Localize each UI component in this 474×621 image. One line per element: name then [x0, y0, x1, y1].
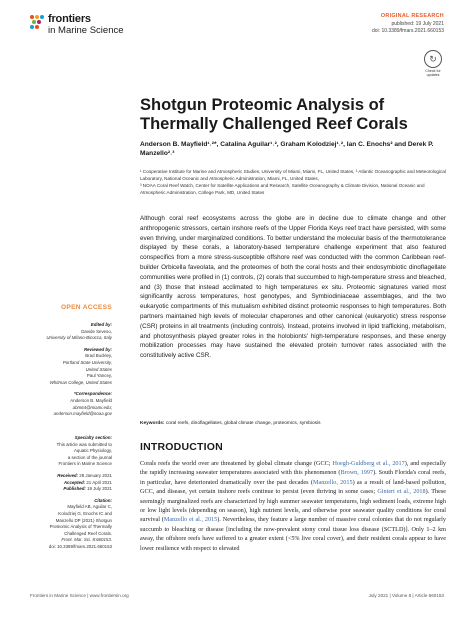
intro-text: ), and especially the rapidly increasing seawater temperatures associated with this phenomenon (: [140, 460, 447, 477]
keywords-label: Keywords:: [140, 421, 165, 426]
open-access-badge: OPEN ACCESS: [60, 304, 112, 311]
correspondence-email[interactable]: abm64@miami.edu;: [72, 404, 112, 410]
specialty-line: Aquatic Physiology,: [74, 448, 112, 454]
received-date: [30, 473, 112, 480]
logo-name: frontiers: [48, 13, 91, 25]
citation-link[interactable]: Hoegh-Guldberg et al., 2017: [332, 460, 405, 467]
accepted-value: 21 April 2021: [86, 479, 112, 485]
intro-text: ) as a result of land-based pollution, GCC, and disease, yet certain inshore reefs continue to persist (even thriving in some cases;: [140, 478, 446, 496]
correspondence: [30, 391, 112, 417]
editor-affiliation: University of Milano-Bicocca, Italy: [46, 335, 112, 341]
reviewer-line: United States: [85, 366, 112, 372]
reviewer-line: Paul Yancey,: [86, 373, 112, 379]
logo-journal: in Marine Science: [48, 25, 124, 36]
citation-link[interactable]: Gintert et al., 2018: [377, 488, 426, 496]
check-for-updates-button[interactable]: [422, 50, 444, 77]
published-label: Published:: [63, 486, 86, 492]
affiliation-line: ¹ Cooperative Institute for Marine and Atmospheric Studies, University of Miami, Miami, FL, United States, ² Atlantic Oceanographic and Meteorological Laboratory, National Oceanic and Atmospheric Administration, Miami, FL, United States,: [140, 169, 446, 181]
reviewed-by-label: Reviewed by:: [83, 346, 112, 352]
specialty-line: a section of the journal: [67, 454, 112, 460]
specialty-section-label: Specialty section:: [74, 435, 112, 440]
citation-line: Manzello DP (2021) Shotgun: [55, 517, 112, 523]
reviewer-line: Whitman College, United States: [49, 379, 112, 385]
specialty-line: Frontiers in Marine Science: [58, 461, 112, 467]
journal-logo[interactable]: [30, 14, 124, 36]
intro-text: ). South Florida's coral reefs, in particular, have deteriorated dramatically over the past decades (: [140, 469, 447, 486]
abstract: Although coral reef ecosystems across the globe are in decline due to climate change and other anthropogenic stressors, certain inshore reefs of the Upper Florida Keys reef tract have persisted, with some even thriving, under marginalized conditions. To better understand the molecular basis of the thermotolerance displayed by these corals, a laboratory-based temperature challenge experiment that also featured conspecifics from a more stress-susceptible offshore reef was conducted with the common Caribbean reef-builder Orbicella faveolata, and the proteomes of both the coral hosts and their endosymbiotic dinoflagellate communities were profiled in (1) controls, (2) corals that succumbed to high-temperature stress and bleached, and (3) those that instead acclimated to high temperatures ex situ. Proteomic signatures varied most significantly across temperatures, host genotypes, and Symbiodiniaceae assemblages, and the two eukaryotic compartments of this mutualism exhibited distinct proteomic responses to high temperatures. Both partners maintained high levels of molecular chaperones and other canonical (eukaryotic) stress response (CSR) proteins in all treatments (including controls). Instead, proteins involved in lipid trafficking, metabolism, and photosynthesis played greater roles in the holobionts' high-temperature responses, and these energy mobilization processes may have sustained the elevated protein turnover rates associated with the constitutively active CSR.: [140, 215, 446, 360]
intro-text: ). These seemingly marginalized reefs are characterized by high summer seawater temperatures, high sediment loads, extreme high or low light levels (depending on season), high nutrient levels, and otherwise poor seawater quality conditions for coral survival (: [140, 488, 446, 524]
citation-link[interactable]: Manzello et al., 2015: [163, 516, 218, 524]
intro-text: Corals reefs the world over are threatened by global climate change (GCC;: [140, 460, 333, 467]
specialty-line: This article was submitted to: [56, 441, 112, 447]
accepted-date: [30, 480, 112, 487]
edited-by: [30, 322, 112, 342]
intro-text: ). Nevertheless, they feature a large number of massive coral colonies that do not regularly succumb to bleaching or disease [including the now-prevalent stony coral tissue loss disease (SCTLD)]. Only 1–2 km away, the offshore reefs have suffered to a greater extent (<5% live coral cover), and their resident corals appear to have lower resilience with respect to elevated: [140, 516, 446, 552]
introduction-body: [140, 459, 446, 553]
citation-line: Challenged Reef Corals.: [64, 530, 112, 536]
author-list[interactable]: Anderson B. Mayfield¹˒²*, Catalina Aguilar¹˒², Graham Kolodziej¹˒², Ian C. Enochs² and Derek P. Manzello²˒³: [140, 141, 434, 157]
citation-label: Citation:: [94, 497, 112, 503]
published-value: 19 July 2021: [87, 486, 112, 492]
correspondence-name: Anderson B. Mayfield: [70, 397, 112, 403]
reviewer-line: Portland State University,: [62, 359, 112, 365]
citation: [30, 498, 112, 551]
keywords: [140, 421, 446, 426]
footer-journal-link[interactable]: Frontiers in Marine Science | www.frontiersin.org: [30, 593, 129, 598]
article-title: Shotgun Proteomic Analysis of Thermally Challenged Reef Corals: [140, 96, 408, 133]
correspondence-label: *Correspondence:: [73, 391, 112, 397]
footer-volume-info: July 2021 | Volume 8 | Article 660153: [368, 593, 444, 598]
citation-line: Kolodziej G, Enochs IC and: [58, 510, 112, 516]
citation-line: Proteomic Analysis of Thermally: [49, 524, 112, 530]
citation-doi[interactable]: doi: 10.3389/fmars.2021.660153: [48, 543, 112, 549]
section-heading-introduction: INTRODUCTION: [140, 441, 223, 453]
published-date: published: 19 July 2021: [391, 20, 444, 27]
specialty-section: [30, 435, 112, 468]
sidebar-dates: [30, 435, 112, 551]
correspondence-email[interactable]: anderson.mayfield@noaa.gov: [53, 411, 112, 417]
affiliations: [140, 168, 450, 196]
check-updates-label: Check for updates: [425, 69, 441, 77]
reviewer-line: Brad Buckley,: [85, 353, 112, 359]
published-date-side: [30, 486, 112, 493]
article-type: ORIGINAL RESEARCH: [380, 13, 444, 19]
edited-by-label: Edited by:: [90, 322, 112, 327]
sidebar-info: [30, 322, 112, 423]
article-meta: [372, 13, 444, 36]
received-value: 28 January 2021: [79, 472, 112, 478]
received-label: Received:: [57, 472, 79, 478]
refresh-icon: ↻: [424, 50, 442, 68]
frontiers-logo-icon: [30, 15, 44, 31]
editor-name: Davide Seveso,: [81, 328, 112, 334]
doi[interactable]: doi: 10.3389/fmars.2021.660153: [372, 28, 444, 34]
citation-line: Front. Mar. Sci. 8:660153.: [61, 537, 112, 543]
keywords-text: coral reefs, dinoflagellates, global climate change, proteomics, symbiosis: [165, 421, 321, 426]
affiliation-line: ³ NOAA Coral Reef Watch, Center for Satellite Applications and Research, Satellite Oceanography & Climate Division, National Oceanic and Atmospheric Administration, College Park, MD, United States: [140, 183, 425, 195]
citation-link[interactable]: Brown, 1997: [340, 469, 374, 477]
citation-line: Mayfield AB, Aguilar C,: [67, 504, 112, 510]
citation-link[interactable]: Manzello, 2015: [312, 478, 353, 486]
reviewed-by: [30, 347, 112, 387]
accepted-label: Accepted:: [63, 479, 86, 485]
